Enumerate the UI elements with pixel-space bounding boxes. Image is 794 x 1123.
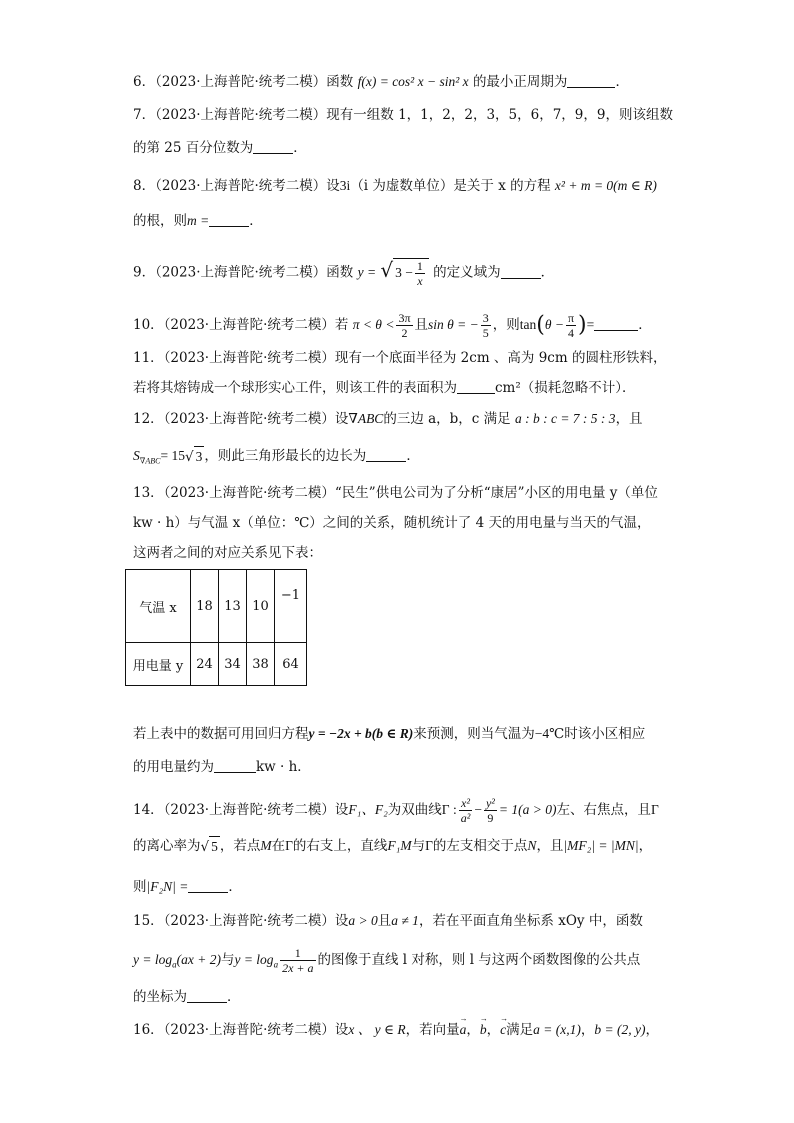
answer-blank (253, 139, 293, 154)
q12-text-3: ，且 (615, 411, 643, 427)
question-source: （2023·上海普陀·统考二模） (163, 317, 335, 333)
square-root (185, 446, 204, 467)
radical-sign: √ (380, 258, 394, 282)
point-n: N (527, 838, 537, 853)
square-root (380, 258, 429, 288)
q9-expression-y: y = (357, 264, 377, 280)
q13-temperature: −4℃ (534, 726, 565, 741)
area-symbol: S (133, 448, 140, 463)
question-12-line-2 (133, 446, 420, 472)
q15-text-3: ，若在平面直角坐标系 xOy 中，函数 (418, 913, 643, 929)
area-equals: = 15 (160, 448, 185, 463)
table-cell: −1 (275, 570, 307, 643)
question-12-line-1 (133, 409, 643, 429)
vector-a: → a (460, 1020, 467, 1040)
answer-blank (366, 447, 406, 462)
answer-blank (457, 379, 495, 394)
question-number: 10． (133, 317, 164, 333)
question-number: 7． (133, 107, 156, 123)
fraction (481, 311, 491, 340)
radical-sign: √ (200, 839, 210, 855)
q9-text-2: 的定义域为 (433, 264, 501, 281)
question-6 (133, 72, 629, 92)
q15-log-1-arg: (ax + 2) (176, 952, 221, 967)
question-15-line-1 (133, 911, 643, 931)
fraction (396, 311, 412, 340)
question-number: 13． (133, 485, 164, 501)
q16-text-2: ，若向量 (405, 1022, 460, 1038)
question-number: 9． (133, 264, 156, 281)
fraction-numerator: y² (485, 796, 495, 810)
fraction-numerator: 3π (398, 311, 411, 325)
q16-text-3: 满足 (506, 1022, 534, 1038)
q8-expression-1: 3i (339, 178, 351, 193)
q14-gamma: Γ : (441, 802, 457, 817)
q14-text-l2a: 的离心率为 (133, 838, 201, 854)
q6-text-1: 函数 (326, 74, 354, 90)
question-number: 12． (133, 411, 164, 427)
q14-text-l3b: ． (228, 879, 242, 895)
q16-vector-a-eq: a = (x,1) (533, 1022, 581, 1037)
fraction-denominator: 9 (487, 811, 494, 825)
fraction (566, 311, 576, 340)
fraction-numerator: 1 (280, 946, 315, 961)
q14-text-l2g3: ，且 (536, 838, 564, 854)
q14-text-2: 为双曲线 (387, 802, 442, 818)
q12-text-1: 设 (334, 411, 349, 427)
question-9 (133, 258, 554, 288)
answer-blank (188, 878, 228, 893)
fraction (459, 796, 473, 825)
q14-gamma-3: Γ (285, 838, 293, 853)
q14-text-l2b: ，若点 (219, 838, 261, 854)
q8-text-4: ． (249, 213, 263, 229)
table-cell: 34 (219, 643, 247, 686)
q14-text-l2c: 在 (271, 838, 286, 854)
question-source: （2023·上海普陀·统考二模） (155, 178, 327, 194)
q11-text-3: cm²（损耗忽略不计）． (495, 380, 636, 396)
q15-text-l3b: ． (227, 989, 241, 1005)
q11-text-2: 若将其熔铸成一个球形实心工件，则该工件的表面积为 (133, 380, 457, 396)
answer-blank (567, 73, 615, 88)
q11-text-1: 现有一个底面半径为 2cm 、高为 9cm 的圆柱形铁料， (334, 350, 667, 366)
q14-text-l2f: 的左支相交于点 (432, 838, 528, 854)
question-7-line-1 (133, 105, 673, 125)
question-number: 8． (133, 178, 156, 194)
q12-text-5: ． (406, 448, 420, 464)
question-15-line-2 (133, 946, 640, 975)
q14-text-l2h: ， (638, 838, 653, 854)
fraction-numerator: x² (459, 796, 473, 811)
square-root (201, 836, 220, 857)
table-row (126, 570, 307, 643)
answer-blank (214, 758, 256, 773)
q14-abs-f2n: |F₂N| = (146, 879, 189, 894)
q9-radicand-text: 3 − (395, 265, 413, 280)
q16-vars: x 、 y ∈ R (348, 1022, 406, 1037)
radicand: 5 (209, 836, 220, 857)
q14-text-3: 左、右焦点，且 (556, 802, 651, 818)
table-row-label: 气温 x (126, 570, 191, 643)
question-13-line-1 (133, 483, 658, 503)
answer-blank (594, 316, 638, 331)
question-13-line-4 (133, 724, 645, 744)
question-13-line-2 (133, 513, 650, 533)
answer-blank (209, 212, 249, 227)
q9-text-3: ． (540, 264, 555, 281)
question-14-line-2 (133, 836, 652, 857)
q14-gamma-2: Γ (650, 802, 659, 817)
q7-text-1: 现有一组数 1，1，2，2，3，5，6，7，9，9，则该组数 (326, 107, 673, 123)
q12-triangle: ∇ABC (348, 411, 384, 426)
question-7-line-2 (133, 138, 307, 158)
q10-expression-1: π < θ < (352, 317, 395, 332)
fraction-denominator: a² (460, 811, 471, 825)
fraction-numerator: 3 (482, 311, 489, 325)
q13-text-5a: 的用电量约为 (133, 759, 214, 775)
fraction-numerator: 1 (416, 259, 423, 273)
q10-expression-2: sin θ = − (428, 317, 479, 332)
question-source: （2023·上海普陀·统考二模） (163, 485, 335, 501)
q16-vector-b-eq: b = (2, y) (594, 1022, 646, 1037)
table-cell: 38 (247, 643, 275, 686)
q8-expression-2: x² + m = 0(m ∈ R) (554, 178, 657, 193)
q7-text-3: ． (293, 140, 307, 156)
fraction (280, 946, 315, 975)
question-source: （2023·上海普陀·统考二模） (155, 107, 327, 123)
q14-foci: F₁、F₂ (348, 802, 388, 817)
question-14-line-1 (133, 796, 659, 825)
question-source: （2023·上海普陀·统考二模） (163, 411, 335, 427)
question-source: （2023·上海普陀·统考二模） (163, 1022, 335, 1038)
q15-log-1: y = log (133, 952, 173, 967)
question-number: 16． (133, 1022, 164, 1038)
question-16 (133, 1020, 659, 1040)
data-table (125, 569, 307, 686)
q10-expression-3: tan (519, 317, 537, 332)
q13-text-4b: 来预测，则当气温为 (413, 726, 535, 742)
q6-expression: f(x) = cos² x − sin² x (357, 74, 469, 89)
q13-text-4a: 若上表中的数据可用回归方程 (133, 726, 309, 742)
q14-text-l3a: 则 (133, 879, 147, 895)
q13-text-5b: kw · h． (256, 759, 311, 775)
q10-expression-5: = (586, 317, 595, 332)
table-cell: 10 (247, 570, 275, 643)
q14-abs-eq: |MF₂| = |MN| (563, 838, 639, 853)
question-8-line-1 (133, 176, 657, 196)
table-row (126, 643, 307, 686)
q7-text-2: 的第 25 百分位数为 (133, 140, 254, 156)
q15-text-l2e: 的图像于直线 l 对称，则 l 与这两个函数图像的公共点 (317, 952, 641, 968)
q16-text-4: ， (645, 1022, 659, 1038)
table-cell: 18 (191, 570, 219, 643)
q8-text-2: （i 为虚数单位）是关于 x 的方程 (350, 178, 551, 194)
q12-ratio: a : b : c = 7 : 5 : 3 (514, 411, 616, 426)
separator: ， (486, 1022, 501, 1038)
q8-expression-3: m = (187, 213, 210, 228)
point-m: M (260, 838, 272, 853)
q15-cond-1: a > 0 (348, 913, 378, 928)
question-11-line-2 (133, 378, 636, 398)
q14-text-l2e: 与 (411, 838, 426, 854)
q14-text-l2d: 的右支上，直线 (292, 838, 388, 854)
log-base: a (273, 959, 279, 970)
q9-text-1: 函数 (326, 264, 354, 281)
q10-text-4: ． (638, 317, 652, 333)
log-base: a (172, 959, 177, 970)
q16-text-1: 设 (334, 1022, 349, 1038)
vector-b: → b (480, 1020, 487, 1040)
minus-sign: − (474, 802, 482, 817)
answer-blank (501, 264, 541, 279)
q12-text-4: ，则此三角形最长的边长为 (204, 448, 367, 464)
q13-text-1: “民生”供电公司为了分析“康居”小区的用电量 y（单位 (334, 485, 658, 501)
q14-text-1: 设 (334, 802, 349, 818)
question-source: （2023·上海普陀·统考二模） (163, 913, 335, 929)
separator: ， (466, 1022, 480, 1038)
left-paren: ( (536, 312, 545, 338)
q15-text-2: 且 (377, 913, 392, 929)
question-source: （2023·上海普陀·统考二模） (155, 74, 327, 90)
fraction (484, 796, 497, 825)
table-row-label: 用电量 y (126, 643, 191, 686)
separator: ， (580, 1022, 595, 1038)
q15-text-l3a: 的坐标为 (133, 989, 187, 1005)
fraction-denominator: 4 (567, 326, 574, 340)
q14-gamma-4: Γ (425, 838, 433, 853)
question-source: （2023·上海普陀·统考二模） (155, 264, 327, 281)
question-source: （2023·上海普陀·统考二模） (163, 350, 335, 366)
q12-text-2: 的三边 a，b，c 满足 (383, 411, 511, 427)
fraction-denominator: 2x + a (282, 961, 314, 975)
question-number: 6． (133, 74, 156, 90)
question-source: （2023·上海普陀·统考二模） (163, 802, 335, 818)
q6-text-3: ． (615, 74, 629, 90)
q13-text-2: kw · h）与气温 x（单位：℃）之间的关系，随机统计了 4 天的用电量与当天的气温， (133, 515, 651, 531)
q15-text-1: 设 (334, 913, 349, 929)
question-14-line-3 (133, 877, 242, 897)
fraction (415, 259, 425, 288)
area-subscript: ∇ABC (139, 456, 161, 466)
q13-text-4d: 时该小区相应 (564, 726, 646, 742)
q8-text-3: 的根，则 (133, 213, 187, 229)
right-paren: ) (578, 312, 587, 338)
table-cell: 64 (275, 643, 307, 686)
question-10 (133, 311, 652, 340)
q15-log-2: y = log (234, 952, 274, 967)
line-f1m: F₁M (387, 838, 412, 853)
question-number: 15． (133, 913, 164, 929)
q6-text-2: 的最小正周期为 (472, 74, 568, 90)
vector-c: → c (500, 1020, 506, 1040)
radicand: 3 (194, 446, 205, 467)
radicand (393, 258, 429, 288)
fraction-denominator: 5 (482, 326, 489, 340)
question-13-line-3 (133, 543, 322, 563)
q15-cond-2: a ≠ 1 (391, 913, 419, 928)
q13-regression-equation: y = −2x + b(b ∈ R) (308, 726, 414, 741)
question-number: 14． (133, 802, 164, 818)
question-15-line-3 (133, 987, 241, 1007)
q14-hyperbola-eq: = 1(a > 0) (498, 802, 557, 817)
question-8-line-2 (133, 211, 263, 231)
answer-blank (187, 988, 227, 1003)
q13-text-3: 这两者之间的对应关系见下表： (133, 545, 322, 561)
q10-expression-4: θ − (544, 317, 564, 332)
table-cell: 13 (219, 570, 247, 643)
q8-text-1: 设 (326, 178, 340, 194)
table-cell: 24 (191, 643, 219, 686)
question-11-line-1 (133, 348, 666, 368)
fraction-denominator: x (417, 274, 423, 288)
radical-sign: √ (184, 449, 194, 465)
q15-text-l2c: 与 (220, 952, 235, 968)
q10-text-1: 若 (334, 317, 349, 333)
question-13-line-5 (133, 757, 311, 777)
q10-text-3: ，则 (492, 317, 520, 333)
q10-text-2: 且 (414, 317, 428, 333)
question-number: 11． (133, 350, 164, 366)
fraction-numerator: π (567, 311, 575, 325)
fraction-denominator: 2 (401, 326, 408, 340)
